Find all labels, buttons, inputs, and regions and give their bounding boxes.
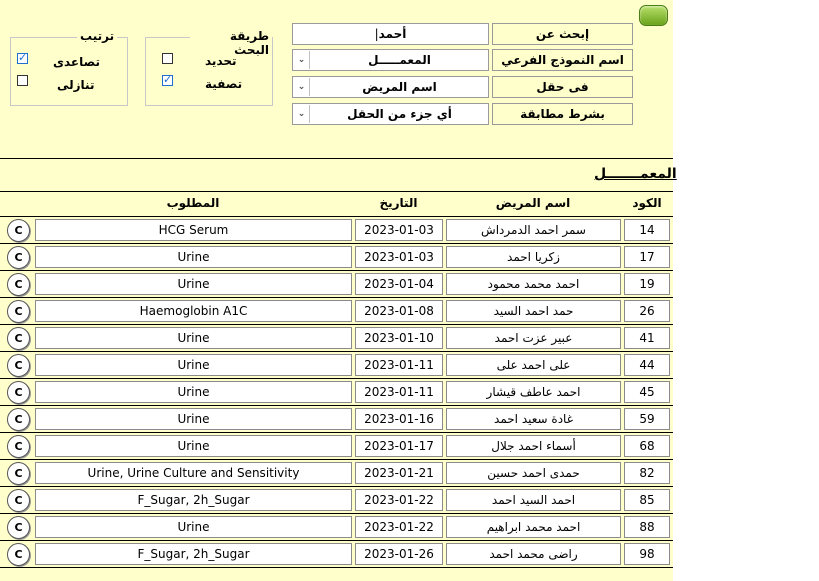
cell-patient[interactable]: غادة سعيد احمد xyxy=(446,408,621,430)
cell-date[interactable]: 2023-01-17 xyxy=(355,435,443,457)
subform-dropdown[interactable] xyxy=(292,49,489,71)
cell-required[interactable]: Urine xyxy=(35,327,352,349)
row-c-button[interactable]: C xyxy=(7,462,30,485)
table-row[interactable] xyxy=(0,352,673,379)
cell-date[interactable]: 2023-01-11 xyxy=(355,381,443,403)
cell-required[interactable]: Urine xyxy=(35,516,352,538)
sort-group xyxy=(10,29,128,106)
cell-code[interactable]: 17 xyxy=(624,246,670,268)
cell-date[interactable]: 2023-01-10 xyxy=(355,327,443,349)
cell-code[interactable]: 85 xyxy=(624,489,670,511)
match-label: بشرط مطابقة xyxy=(492,103,633,125)
cell-required[interactable]: Urine xyxy=(35,381,352,403)
sort-option2-label: تنازلى xyxy=(57,78,95,92)
cell-date[interactable]: 2023-01-08 xyxy=(355,300,443,322)
table-row[interactable] xyxy=(0,514,673,541)
row-c-button[interactable]: C xyxy=(7,327,30,350)
header-required: المطلوب xyxy=(166,196,220,210)
cell-patient[interactable]: سمر احمد الدمرداش xyxy=(446,219,621,241)
row-c-button[interactable]: C xyxy=(7,435,30,458)
cell-required[interactable]: Urine, Urine Culture and Sensitivity xyxy=(35,462,352,484)
row-c-button[interactable]: C xyxy=(7,219,30,242)
cell-date[interactable]: 2023-01-22 xyxy=(355,489,443,511)
cell-date[interactable]: 2023-01-04 xyxy=(355,273,443,295)
cell-required[interactable]: Urine xyxy=(35,435,352,457)
cell-date[interactable]: 2023-01-26 xyxy=(355,543,443,565)
header-code: الكود xyxy=(632,196,662,210)
table-row[interactable] xyxy=(0,460,673,487)
search-method-option1-label: تحديد xyxy=(205,54,237,68)
chevron-down-icon[interactable]: ⌄ xyxy=(294,51,310,69)
in-field-dropdown[interactable] xyxy=(292,76,489,98)
table-row[interactable] xyxy=(0,379,673,406)
table-row[interactable] xyxy=(0,217,673,244)
cell-date[interactable]: 2023-01-22 xyxy=(355,516,443,538)
search-method-option2-checkbox[interactable] xyxy=(162,75,173,86)
chevron-down-icon[interactable]: ⌄ xyxy=(294,78,310,96)
cell-required[interactable]: HCG Serum xyxy=(35,219,352,241)
search-input[interactable]: أحمد | xyxy=(292,23,489,45)
chevron-down-icon[interactable]: ⌄ xyxy=(294,105,310,123)
cell-code[interactable]: 82 xyxy=(624,462,670,484)
cell-patient[interactable]: زكريا احمد xyxy=(446,246,621,268)
cell-required[interactable]: F_Sugar, 2h_Sugar xyxy=(35,489,352,511)
header-top-line xyxy=(0,191,673,192)
cell-date[interactable]: 2023-01-03 xyxy=(355,246,443,268)
cell-code[interactable]: 88 xyxy=(624,516,670,538)
row-c-button[interactable]: C xyxy=(7,300,30,323)
cell-required[interactable]: Urine xyxy=(35,246,352,268)
sort-option2-checkbox[interactable] xyxy=(17,75,28,86)
in-field-dropdown-value: اسم المريض xyxy=(362,80,437,94)
search-method-option2-label: تصفية xyxy=(205,77,243,91)
green-action-button[interactable] xyxy=(639,5,668,26)
row-c-button[interactable]: C xyxy=(7,489,30,512)
row-c-button[interactable]: C xyxy=(7,273,30,296)
cell-patient[interactable]: حمد احمد السيد xyxy=(446,300,621,322)
match-dropdown-value: أي جزء من الحقل xyxy=(347,107,452,121)
sort-option1-checkbox[interactable] xyxy=(17,53,28,64)
table-row[interactable] xyxy=(0,541,673,568)
match-dropdown[interactable] xyxy=(292,103,489,125)
cell-required[interactable]: F_Sugar, 2h_Sugar xyxy=(35,543,352,565)
cell-code[interactable]: 68 xyxy=(624,435,670,457)
cell-patient[interactable]: عبير عزت احمد xyxy=(446,327,621,349)
search-input-value: أحمد xyxy=(378,27,407,41)
cell-patient[interactable]: أسماء احمد جلال xyxy=(446,435,621,457)
table-row[interactable] xyxy=(0,325,673,352)
cell-code[interactable]: 14 xyxy=(624,219,670,241)
table-row[interactable] xyxy=(0,244,673,271)
cell-required[interactable]: Urine xyxy=(35,408,352,430)
search-method-group xyxy=(145,29,273,106)
cell-patient[interactable]: حمدى احمد حسين xyxy=(446,462,621,484)
table-row[interactable] xyxy=(0,406,673,433)
cell-code[interactable]: 59 xyxy=(624,408,670,430)
cell-code[interactable]: 45 xyxy=(624,381,670,403)
cell-code[interactable]: 41 xyxy=(624,327,670,349)
sort-title: ترتيب xyxy=(77,29,117,43)
cell-code[interactable]: 44 xyxy=(624,354,670,376)
table-row[interactable] xyxy=(0,433,673,460)
in-field-label: فى حقل xyxy=(492,76,633,98)
cell-patient[interactable]: احمد محمد محمود xyxy=(446,273,621,295)
cell-patient[interactable]: احمد عاطف قيشار xyxy=(446,381,621,403)
header-patient: اسم المريض xyxy=(495,196,571,210)
cell-patient[interactable]: على احمد على xyxy=(446,354,621,376)
row-c-button[interactable]: C xyxy=(7,381,30,404)
header-date: التاريخ xyxy=(379,196,418,210)
cell-required[interactable]: Urine xyxy=(35,354,352,376)
subform-dropdown-value: المعمـــــل xyxy=(368,53,431,67)
cell-date[interactable]: 2023-01-16 xyxy=(355,408,443,430)
table-row[interactable] xyxy=(0,298,673,325)
cell-code[interactable]: 26 xyxy=(624,300,670,322)
row-divider xyxy=(0,567,673,568)
cell-date[interactable]: 2023-01-11 xyxy=(355,354,443,376)
cell-patient[interactable]: احمد السيد احمد xyxy=(446,489,621,511)
sort-option1-label: تصاعدى xyxy=(53,55,100,69)
cell-patient[interactable]: احمد محمد ابراهيم xyxy=(446,516,621,538)
search-method-option1-checkbox[interactable] xyxy=(162,53,173,64)
table-row[interactable] xyxy=(0,487,673,514)
cell-date[interactable]: 2023-01-03 xyxy=(355,219,443,241)
row-c-button[interactable]: C xyxy=(7,408,30,431)
cell-code[interactable]: 98 xyxy=(624,543,670,565)
cell-code[interactable]: 19 xyxy=(624,273,670,295)
cell-patient[interactable]: راضى محمد احمد xyxy=(446,543,621,565)
row-c-button[interactable]: C xyxy=(7,543,30,566)
section-title: المعمـــــــل xyxy=(594,166,677,182)
search-for-label: إبحث عن xyxy=(492,23,633,45)
cell-required[interactable]: Urine xyxy=(35,273,352,295)
row-c-button[interactable]: C xyxy=(7,246,30,269)
row-c-button[interactable]: C xyxy=(7,354,30,377)
cell-date[interactable]: 2023-01-21 xyxy=(355,462,443,484)
subform-label: اسم النموذج الفرعي xyxy=(492,49,633,71)
section-divider xyxy=(0,158,673,159)
search-method-title: طريقة البحث xyxy=(190,29,272,57)
row-c-button[interactable]: C xyxy=(7,516,30,539)
cell-required[interactable]: Haemoglobin A1C xyxy=(35,300,352,322)
table-row[interactable] xyxy=(0,271,673,298)
